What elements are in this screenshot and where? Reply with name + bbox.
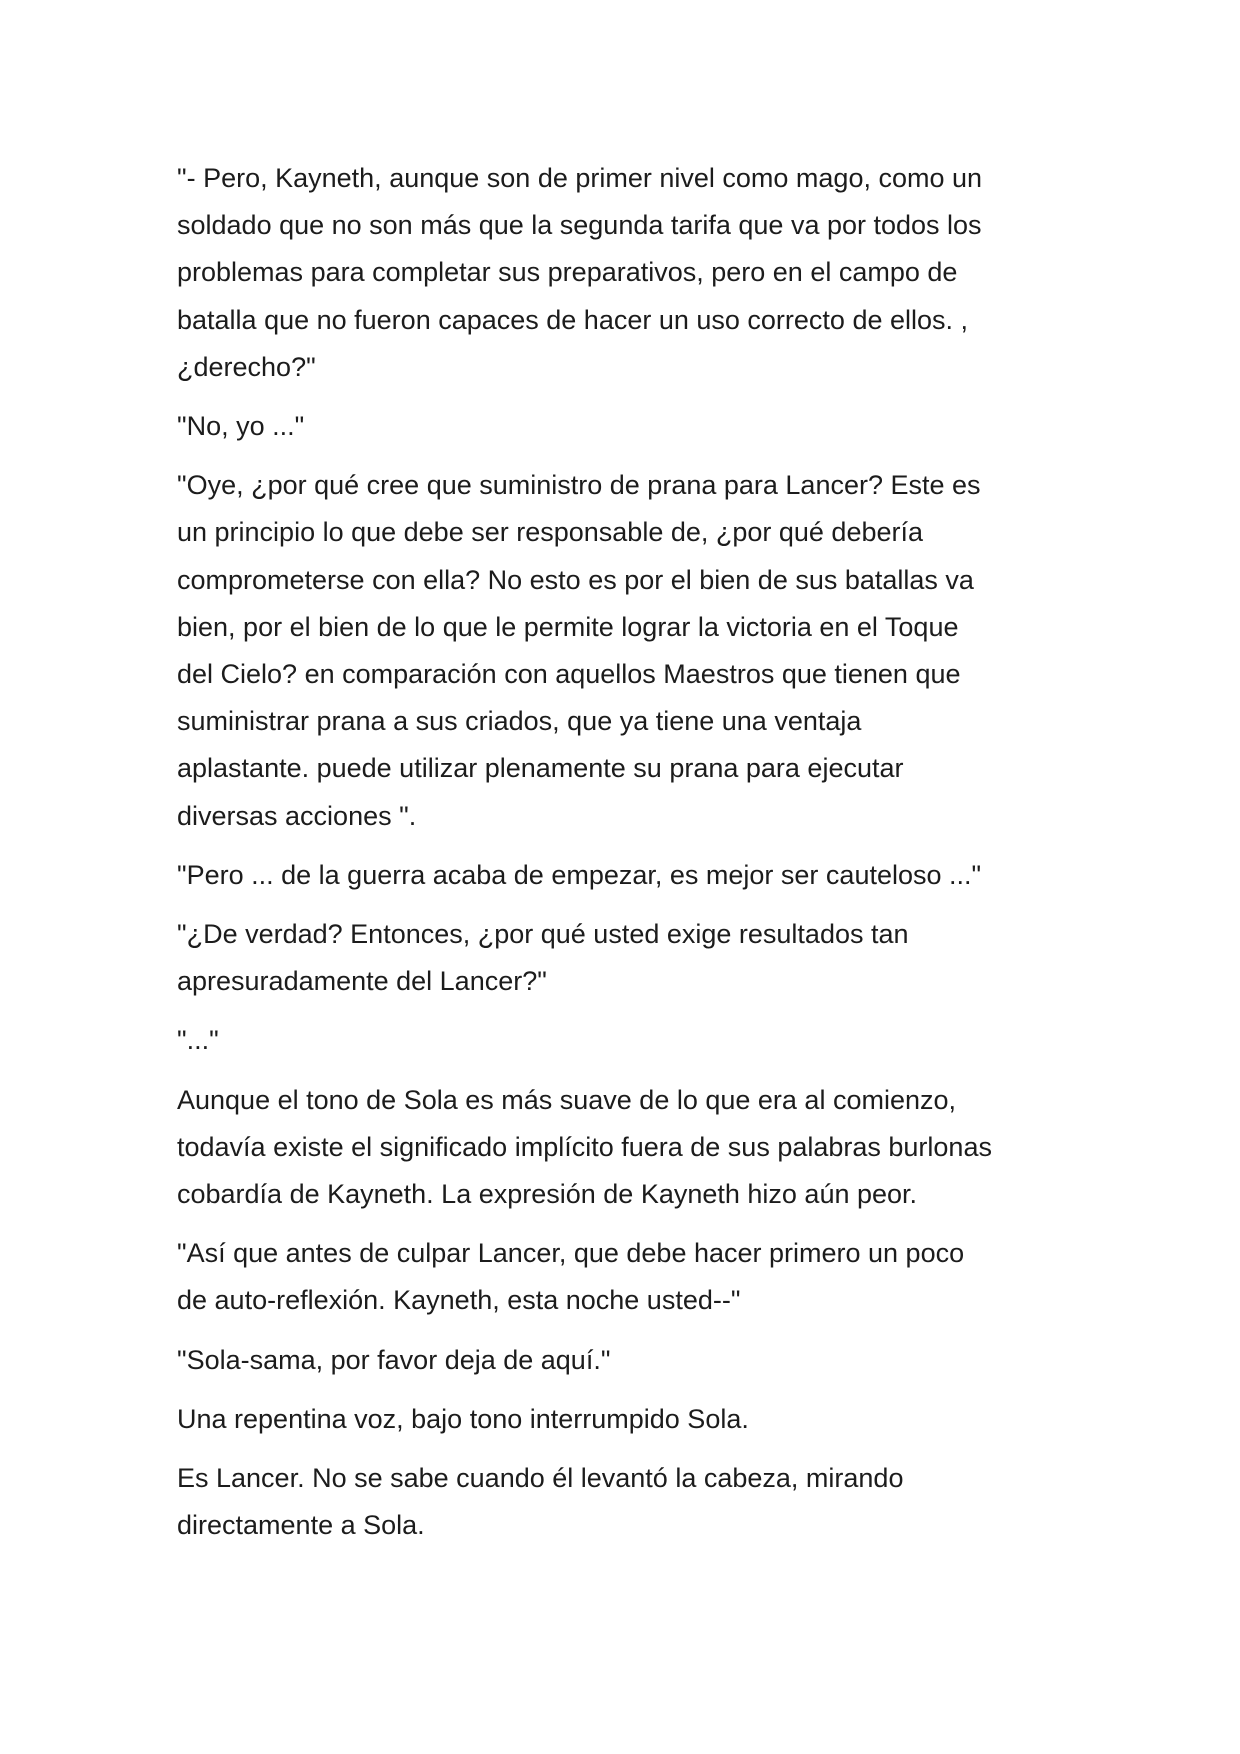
paragraph-3: "Oye, ¿por qué cree que suministro de prana para Lancer? Este es un principio lo que debe ser responsable de, ¿por qué debería comprometerse con ella? No esto es por el bien de sus batallas va bien, por el bien de lo que le permite lograr la victoria en el Toque del Cielo? en comparación con aquellos Maestros que tienen que suministrar prana a sus criados, que ya tiene una ventaja aplastante. puede utilizar plenamente su prana para ejecutar diversas acciones ". [177,470,981,831]
paragraph-7: Aunque el tono de Sola es más suave de lo que era al comienzo, todavía existe el significado implícito fuera de sus palabras burlonas cobardía de Kayneth. La expresión de Kayneth hizo aún peor. [177,1084,992,1210]
body-text [177,155,1077,1561]
paragraph-4: "Pero ... de la guerra acaba de empezar, es mejor ser cauteloso ..." [177,859,982,890]
paragraph-8: "Así que antes de culpar Lancer, que debe hacer primero un poco de auto-reflexión. Kayneth, esta noche usted--" [177,1238,965,1316]
paragraph-6: "..." [177,1025,219,1056]
paragraph-2: "No, yo ..." [177,411,305,442]
paragraph-5: "¿De verdad? Entonces, ¿por qué usted exige resultados tan apresuradamente del Lancer?" [177,919,909,997]
paragraph-1: "- Pero, Kayneth, aunque son de primer nivel como mago, como un soldado que no son más que la segunda tarifa que va por todos los problemas para completar sus preparativos, pero en el campo de batalla que no fueron capaces de hacer un uso correcto de ellos. , ¿derecho?" [177,163,983,382]
paragraph-9: "Sola-sama, por favor deja de aquí." [177,1344,611,1375]
paragraph-10: Una repentina voz, bajo tono interrumpido Sola. [177,1403,749,1434]
paragraph-11: Es Lancer. No se sabe cuando él levantó la cabeza, mirando directamente a Sola. [177,1463,904,1541]
